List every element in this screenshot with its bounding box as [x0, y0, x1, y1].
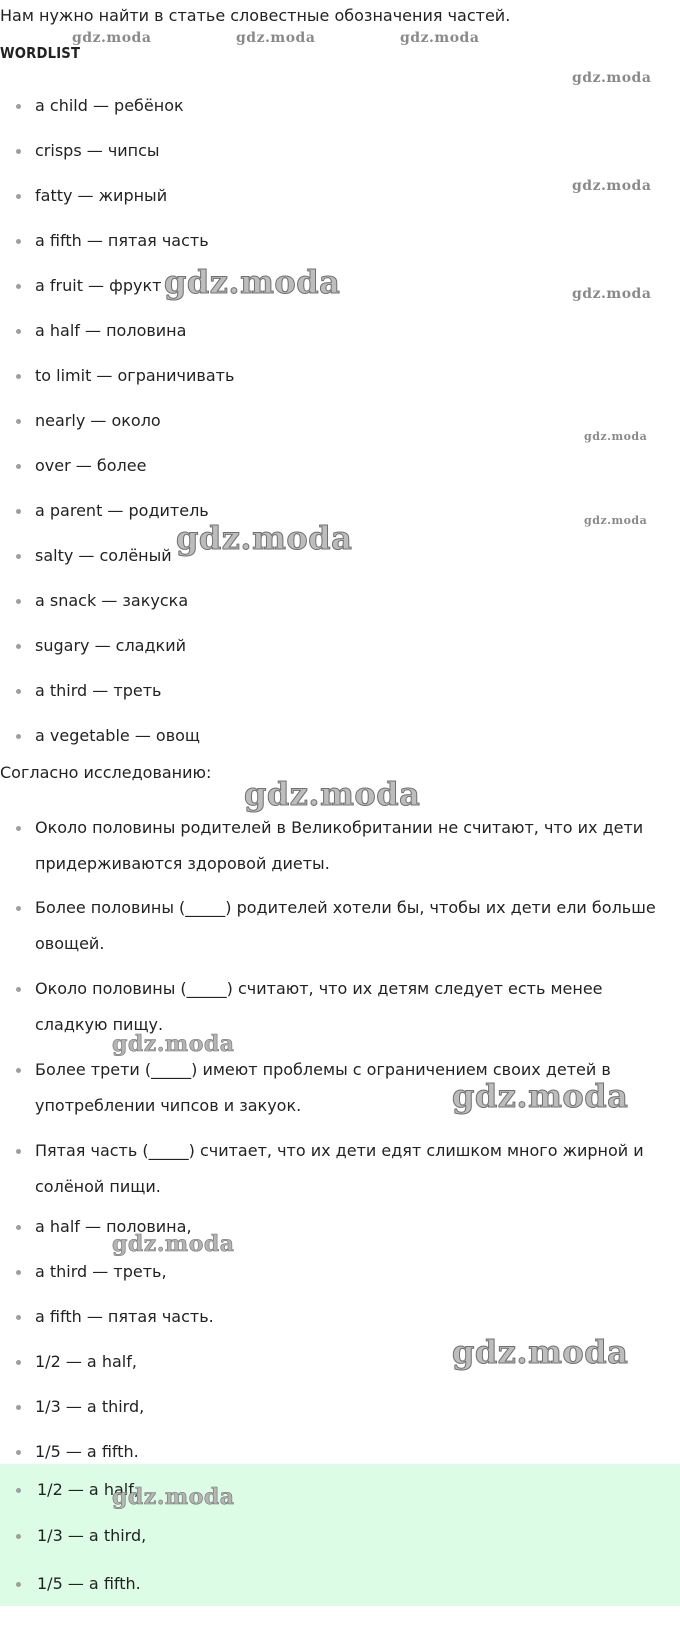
watermark: gdz.moda: [176, 519, 353, 557]
bullet-icon: [16, 734, 21, 739]
bullet-icon: [16, 149, 21, 154]
bullet-icon: [16, 329, 21, 334]
wordlist-heading: WORDLIST: [0, 44, 81, 62]
bullet-icon: [16, 1149, 21, 1154]
watermark: gdz.moda: [72, 30, 152, 46]
watermark: gdz.moda: [236, 30, 316, 46]
bullet-icon: [16, 987, 21, 992]
bullet-icon: [16, 599, 21, 604]
bullet-icon: [16, 1582, 21, 1587]
intro-text: Нам нужно найти в статье словестные обозначения частей.: [0, 6, 511, 25]
answer-block: 1/2 — a half, 1/3 — a third, 1/5 — a fifth.: [0, 1464, 680, 1606]
bullet-icon: [16, 1405, 21, 1410]
bullet-icon: [16, 1068, 21, 1073]
bullet-icon: [16, 1270, 21, 1275]
watermark: gdz.moda: [112, 1231, 235, 1257]
bullet-icon: [16, 826, 21, 831]
watermark: gdz.moda: [400, 30, 480, 46]
bullet-icon: [16, 239, 21, 244]
bullet-icon: [16, 1360, 21, 1365]
bullet-icon: [16, 374, 21, 379]
watermark: gdz.moda: [244, 775, 421, 813]
watermark: gdz.moda: [572, 178, 652, 194]
study-heading: Согласно исследованию:: [0, 763, 212, 782]
bullet-icon: [16, 284, 21, 289]
bullet-icon: [16, 1450, 21, 1455]
watermark: gdz.moda: [452, 1333, 629, 1371]
watermark: gdz.moda: [572, 70, 652, 86]
bullet-icon: [16, 194, 21, 199]
bullet-icon: [16, 1315, 21, 1320]
bullet-icon: [16, 464, 21, 469]
bullet-icon: [16, 689, 21, 694]
watermark: gdz.moda: [112, 1484, 235, 1510]
bullet-icon: [16, 509, 21, 514]
watermark: gdz.moda: [112, 1031, 235, 1057]
document-page: Нам нужно найти в статье словестные обозначения частей. WORDLIST a child — ребёнок crisps — чипсы fatty — жирный a fifth — пятая часть a fruit — фрукт a half — половина to limit — ограничивать nearly — около over — более a parent — родитель salty — солёный a snack — закуска sugary — сладкий a third — треть a vegetable — овощ Согласно исследованию: Около половины родителей в Великобритании не считают, что их дети придерживаются здоровой диеты. Более половины (_____) родителей хотели бы, чтобы их дети ели больше овощей. Около половины (_____) считают, что их детям следует есть менее сладкую пищу. Более трети (_____) имеют проблемы с ограничением своих детей в употреблении чипсов и закуок. Пятая часть (_____) считает, что их дети едят слишком много жирной и солёной пищи. a half — половина, a third — треть, a fifth — пятая часть. 1/2 — a half, 1/3 — a third, 1/5 — a fifth. 1/2 — a half, 1/3 — a third, 1/5 — a fifth. gdz.moda gdz.moda gdz.moda gdz.moda gdz.moda gdz.moda gdz.moda gdz.moda gdz.moda gdz.moda gdz.moda gdz.moda gdz.moda gdz.moda gdz.moda gdz.moda: [0, 0, 680, 1628]
watermark: gdz.moda: [452, 1077, 629, 1115]
bullet-icon: [16, 1225, 21, 1230]
bullet-icon: [16, 554, 21, 559]
bullet-icon: [16, 104, 21, 109]
watermark: gdz.moda: [584, 514, 648, 527]
bullet-icon: [16, 419, 21, 424]
watermark: gdz.moda: [572, 286, 652, 302]
bullet-icon: [16, 1488, 21, 1493]
watermark: gdz.moda: [584, 430, 648, 443]
bullet-icon: [16, 906, 21, 911]
bullet-icon: [16, 1534, 21, 1539]
watermark: gdz.moda: [164, 263, 341, 301]
bullet-icon: [16, 644, 21, 649]
